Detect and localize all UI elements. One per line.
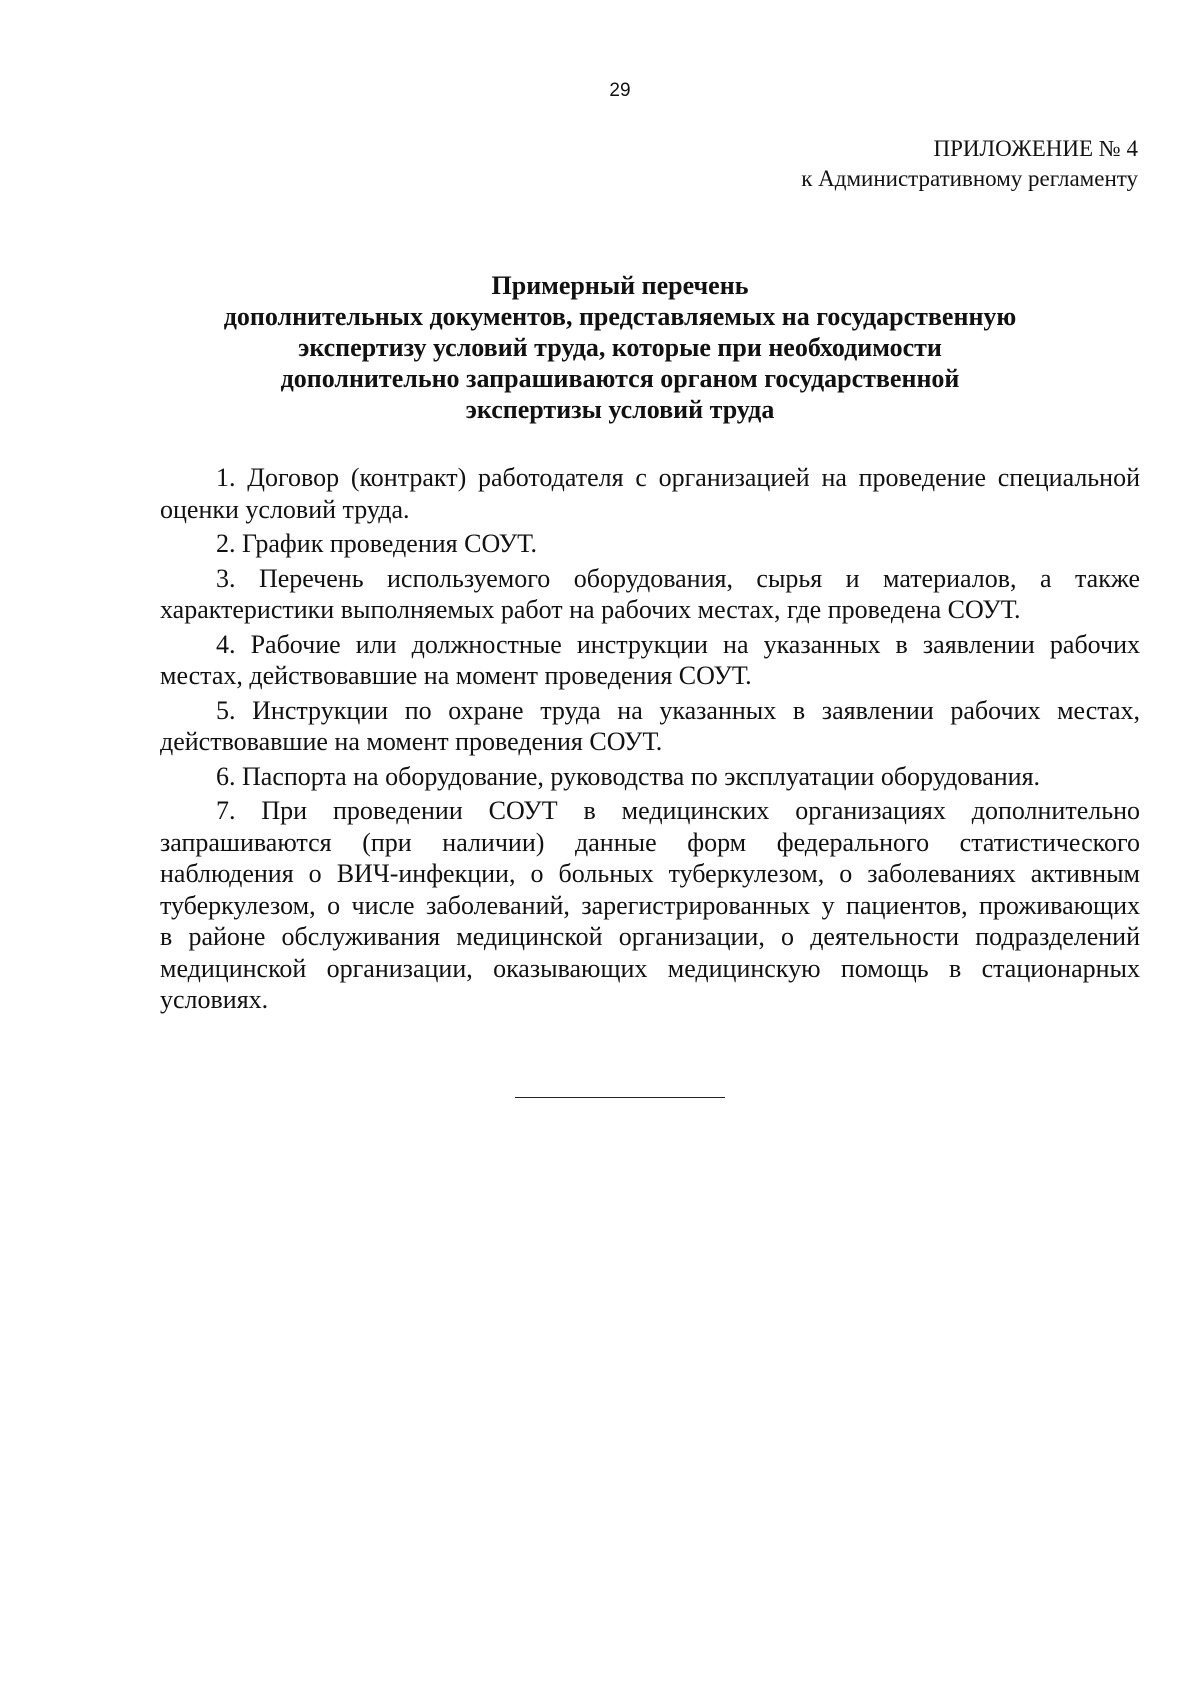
end-separator-line — [515, 1097, 725, 1098]
title-line: Примерный перечень — [491, 271, 749, 300]
item-line: туберкулезом, о числе заболеваний, зарегистрированных у пациентов, проживающих — [160, 890, 1140, 920]
item-line: характеристики выполняемых работ на рабочих местах, где проведена СОУТ. — [160, 595, 1021, 624]
title-line: дополнительно запрашиваются органом государственной — [280, 364, 960, 393]
item-line: оценки условий труда. — [160, 494, 410, 524]
appendix-reference: к Административному регламенту — [801, 166, 1138, 191]
list-item-4 — [104, 629, 1140, 692]
list-item-1 — [104, 462, 1140, 525]
item-line: в районе обслуживания медицинской организации, о деятельности подразделений — [160, 922, 1140, 951]
item-line: 7. При проведении СОУТ в медицинских организациях дополнительно — [216, 796, 1140, 825]
list-item-6 — [104, 761, 1140, 793]
item-line: медицинской организации, оказывающих медицинскую помощь в стационарных — [160, 953, 1140, 983]
title-line: экспертизы условий труда — [465, 395, 775, 424]
list-item-2 — [104, 528, 1140, 560]
item-line: 6. Паспорта на оборудование, руководства по эксплуатации оборудования. — [216, 761, 1041, 791]
appendix-number: ПРИЛОЖЕНИЕ № 4 — [933, 136, 1138, 161]
item-line: 4. Рабочие или должностные инструкции на указанных в заявлении рабочих — [216, 629, 1140, 659]
title-line: экспертизу условий труда, которые при необходимости — [298, 333, 942, 362]
item-line: 1. Договор (контракт) работодателя с организацией на проведение специальной — [216, 463, 1140, 492]
appendix-header — [801, 134, 1138, 194]
list-item-5 — [104, 695, 1140, 758]
item-line: условиях. — [160, 985, 269, 1014]
list-item-3 — [104, 563, 1140, 626]
document-body — [104, 462, 1140, 1016]
item-line: местах, действовавшие на момент проведения СОУТ. — [160, 661, 752, 690]
title-line: дополнительных документов, представляемых на государственную — [223, 302, 1017, 331]
item-line: 2. График проведения СОУТ. — [216, 529, 537, 558]
item-line: 3. Перечень используемого оборудования, сырья и материалов, а также — [216, 563, 1140, 593]
item-line: действовавшие на момент проведения СОУТ. — [160, 727, 663, 756]
list-item-7 — [104, 795, 1140, 1016]
document-title — [140, 270, 1100, 425]
page-number: 29 — [609, 80, 631, 101]
item-line: 5. Инструкции по охране труда на указанных в заявлении рабочих местах, — [216, 695, 1140, 725]
item-line: наблюдения о ВИЧ-инфекции, о больных туберкулезом, о заболеваниях активным — [160, 859, 1140, 888]
item-line: запрашиваются (при наличии) данные форм федерального статистического — [160, 827, 1140, 857]
